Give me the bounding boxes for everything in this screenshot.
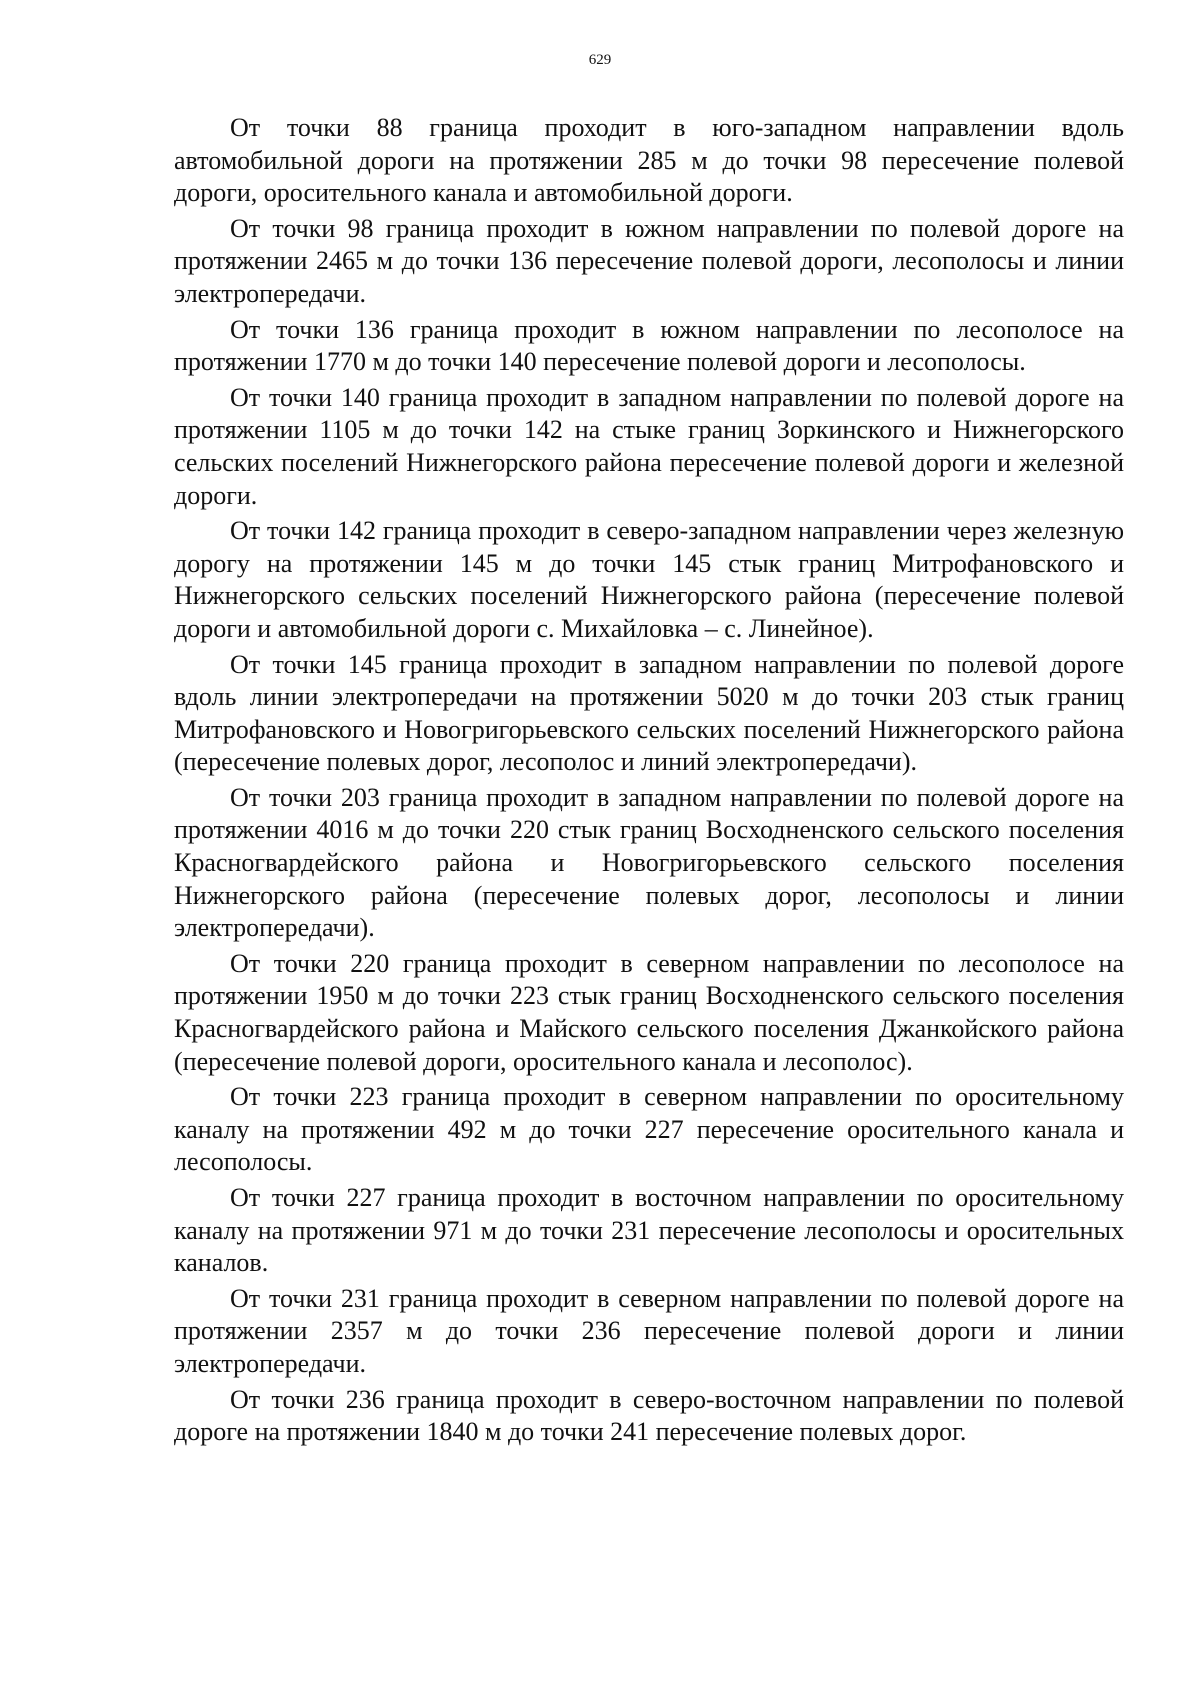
paragraph: От точки 136 граница проходит в южном направлении по лесополосе на протяжении 1770 м до точки 140 пересечение полевой дороги и лесополосы. bbox=[174, 314, 1124, 377]
paragraph: От точки 231 граница проходит в северном направлении по полевой дороге на протяжении 2357 м до точки 236 пересечение полевой дороги и линии электропередачи. bbox=[174, 1283, 1124, 1378]
paragraph: От точки 88 граница проходит в юго-западном направлении вдоль автомобильной дороги на протяжении 285 м до точки 98 пересечение полевой дороги, оросительного канала и автомобильной дороги. bbox=[174, 113, 1124, 208]
paragraph: От точки 98 граница проходит в южном направлении по полевой дороге на протяжении 2465 м до точки 136 пересечение полевой дороги, лесополосы и линии электропередачи. bbox=[174, 213, 1124, 308]
paragraph: От точки 140 граница проходит в западном направлении по полевой дороге на протяжении 1105 м до точки 142 на стыке границ Зоркинского и Нижнегорского сельских поселений Нижнегорского района пересечение полевой дороги и железной дороги. bbox=[174, 382, 1124, 510]
paragraph: От точки 223 граница проходит в северном направлении по оросительному каналу на протяжении 492 м до точки 227 пересечение оросительного канала и лесополосы. bbox=[174, 1082, 1124, 1177]
document-body bbox=[174, 112, 1124, 1452]
paragraph: От точки 227 граница проходит в восточном направлении по оросительному каналу на протяжении 971 м до точки 231 пересечение лесополосы и оросительных каналов. bbox=[174, 1183, 1124, 1278]
paragraph: От точки 142 граница проходит в северо-западном направлении через железную дорогу на протяжении 145 м до точки 145 стык границ Митрофановского и Нижнегорского сельских поселений Нижнегорского района (пересечение полевой дороги и автомобильной дороги с. Михайловка – с. Линейное). bbox=[174, 516, 1124, 643]
paragraph: От точки 220 граница проходит в северном направлении по лесополосе на протяжении 1950 м до точки 223 стык границ Восходненского сельского поселения Красногвардейского района и Майского сельского поселения Джанкойского района (пересечение полевой дороги, оросительного канала и лесополос). bbox=[174, 948, 1124, 1076]
paragraph: От точки 145 граница проходит в западном направлении по полевой дороге вдоль линии электропередачи на протяжении 5020 м до точки 203 стык границ Митрофановского и Новогригорьевского сельских поселений Нижнегорского района (пересечение полевых дорог, лесополос и линий электропередачи). bbox=[174, 649, 1124, 777]
paragraph: От точки 203 граница проходит в западном направлении по полевой дороге на протяжении 4016 м до точки 220 стык границ Восходненского сельского поселения Красногвардейского района и Новогригорьевского сельского поселения Нижнегорского района (пересечение полевых дорог, лесополосы и линии электропередачи). bbox=[174, 782, 1124, 943]
paragraph: От точки 236 граница проходит в северо-восточном направлении по полевой дороге на протяжении 1840 м до точки 241 пересечение полевых дорог. bbox=[174, 1384, 1124, 1447]
page-number: 629 bbox=[588, 52, 612, 68]
